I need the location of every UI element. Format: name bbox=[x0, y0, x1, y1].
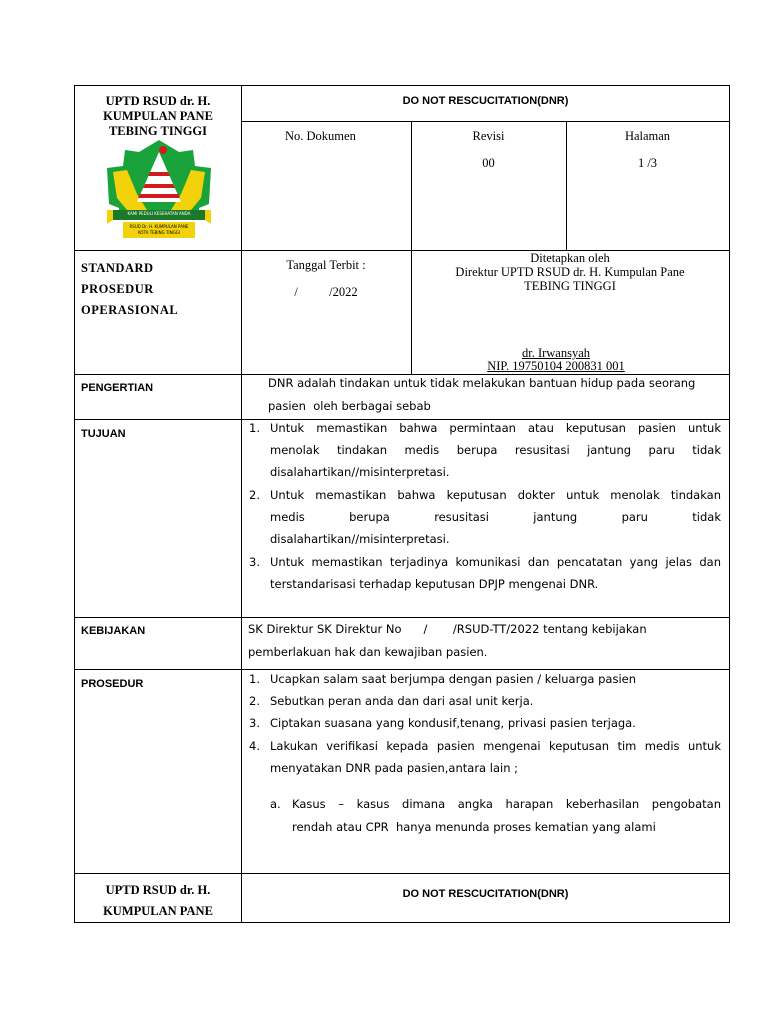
footer-institution-line: KUMPULAN PANE bbox=[103, 904, 213, 918]
prosedur-item-line: Ucapkan salam saat berjumpa dengan pasien / keluarga pasien bbox=[270, 672, 637, 686]
tujuan-item-number: 1. bbox=[249, 421, 260, 435]
doc-number-label: No. Dokumen bbox=[285, 129, 356, 143]
sop-label bbox=[81, 258, 178, 321]
prosedur-item-line: Lakukan verifikasi kepada pasien mengenai keputusan tim medis untuk bbox=[270, 739, 721, 753]
tujuan-item-line: Untuk memastikan bahwa keputusan dokter untuk menolak tindakan bbox=[270, 488, 721, 502]
pengertian-line: pasien oleh berbagai sebab bbox=[268, 399, 431, 413]
kebijakan-line: SK Direktur SK Direktur No / /RSUD-TT/2022 tentang kebijakan bbox=[248, 622, 647, 636]
prosedur-item-line: menyatakan DNR pada pasien,antara lain ; bbox=[270, 761, 519, 775]
tujuan-item-line: Untuk memastikan terjadinya komunikasi dan pencatatan yang jelas dan bbox=[270, 555, 721, 569]
prosedur-label: PROSEDUR bbox=[81, 678, 144, 690]
institution-name bbox=[76, 94, 240, 139]
kebijakan-line: pemberlakuan hak dan kewajiban pasien. bbox=[248, 645, 488, 659]
tujuan-item-number: 3. bbox=[249, 555, 260, 569]
page-value: 1 /3 bbox=[637, 156, 658, 170]
prosedur-item-number: 4. bbox=[249, 739, 260, 753]
pengertian-label: PENGERTIAN bbox=[81, 382, 154, 394]
logo-text-city: KOTA TEBING TINGGI bbox=[138, 230, 180, 235]
prosedur-subitem-line: rendah atau CPR hanya menunda proses kematian yang alami bbox=[292, 820, 656, 834]
issued-date-value: / /2022 bbox=[294, 285, 358, 299]
hospital-logo bbox=[103, 138, 215, 240]
prosedur-item-line: Ciptakan suasana yang kondusif,tenang, privasi pasien terjaga. bbox=[270, 716, 636, 730]
prosedur-subitem-line: Kasus – kasus dimana angka harapan keberhasilan pengobatan bbox=[292, 797, 721, 811]
page-label: Halaman bbox=[624, 129, 671, 143]
tujuan-item-line: menolak tindakan medis berupa resusitasi jantung paru tidak bbox=[270, 443, 721, 457]
tujuan-label: TUJUAN bbox=[81, 428, 126, 440]
tujuan-item-line: Untuk memastikan bahwa permintaan atau keputusan pasien untuk bbox=[270, 421, 721, 435]
approval-line: TEBING TINGGI bbox=[524, 279, 616, 293]
tujuan-item-number: 2. bbox=[249, 488, 260, 502]
institution-line: KUMPULAN PANE bbox=[103, 109, 213, 123]
logo-text-name: RSUD Dr. H. KUMPULAN PANE bbox=[129, 224, 189, 229]
revision-value: 00 bbox=[482, 156, 495, 170]
footer-document-title: DO NOT RESCUCITATION(DNR) bbox=[402, 888, 569, 900]
kebijakan-label: KEBIJAKAN bbox=[81, 625, 146, 637]
approval-line: Direktur UPTD RSUD dr. H. Kumpulan Pane bbox=[455, 265, 685, 279]
footer-institution-name bbox=[76, 880, 240, 922]
prosedur-item-line: Sebutkan peran anda dan dari asal unit kerja. bbox=[270, 694, 534, 708]
prosedur-item-number: 2. bbox=[249, 694, 260, 708]
tujuan-item-line: disalahartikan//misinterpretasi. bbox=[270, 532, 450, 546]
sop-label-line: PROSEDUR bbox=[81, 282, 154, 296]
logo-text-banner: KAMI PEDULI KESEHATAN ANDA bbox=[127, 211, 191, 216]
signer-nip: NIP. 19750104 200831 001 bbox=[487, 359, 625, 373]
pengertian-line: DNR adalah tindakan untuk tidak melakukan bantuan hidup pada seorang bbox=[268, 376, 696, 390]
prosedur-item-number: 3. bbox=[249, 716, 260, 730]
approval-line: Ditetapkan oleh bbox=[530, 251, 610, 265]
institution-line: UPTD RSUD dr. H. bbox=[105, 94, 211, 108]
tujuan-item-line: disalahartikan//misinterpretasi. bbox=[270, 465, 450, 479]
footer-institution-line: UPTD RSUD dr. H. bbox=[105, 883, 211, 897]
signer-name: dr. Irwansyah bbox=[521, 346, 591, 360]
document-title: DO NOT RESCUCITATION(DNR) bbox=[402, 95, 569, 107]
issued-date-label: Tanggal Terbit : bbox=[286, 258, 366, 272]
institution-line: TEBING TINGGI bbox=[108, 124, 208, 138]
tujuan-item-line: terstandarisasi terhadap keputusan DPJP mengenai DNR. bbox=[270, 577, 599, 591]
sop-label-line: OPERASIONAL bbox=[81, 303, 179, 317]
approval-block bbox=[411, 251, 729, 293]
prosedur-item-number: 1. bbox=[249, 672, 260, 686]
prosedur-subitem-letter: a. bbox=[270, 797, 281, 811]
tujuan-item-line: medis berupa resusitasi jantung paru tidak bbox=[270, 510, 721, 524]
sop-label-line: STANDARD bbox=[81, 261, 154, 275]
revision-label: Revisi bbox=[472, 129, 505, 143]
